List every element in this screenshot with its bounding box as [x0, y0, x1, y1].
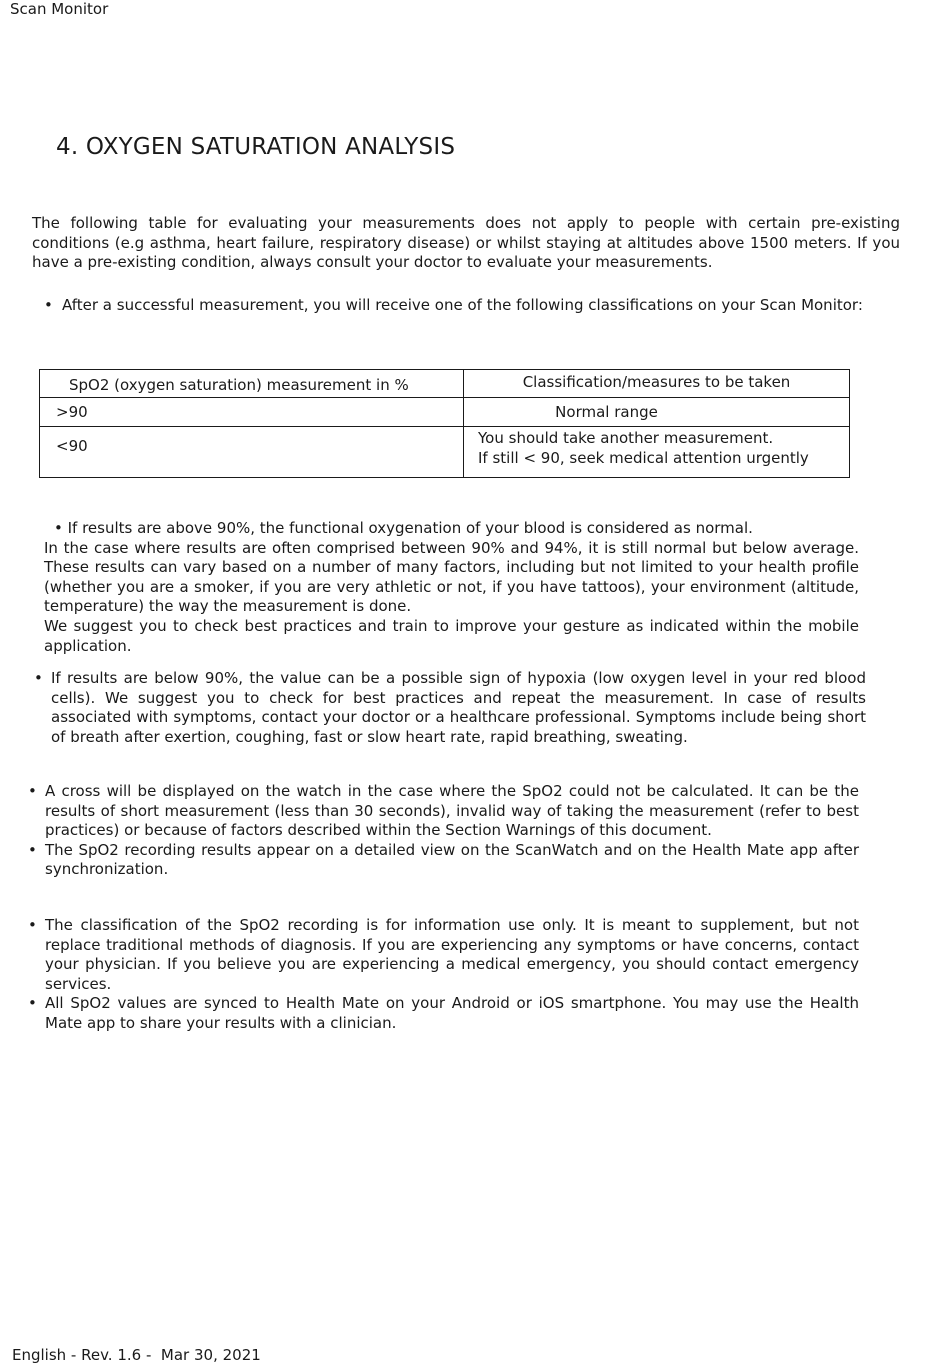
classification-intro-bullet [44, 296, 934, 316]
below-90-note [34, 669, 866, 747]
bullet-icon: • [28, 994, 37, 1013]
list-item-text: The SpO2 recording results appear on a detailed view on the ScanWatch and on the Health Mate app after synchronization. [45, 840, 859, 879]
table-header-row [40, 370, 850, 398]
list-item-text: The classification of the SpO2 recording is for information use only. It is meant to supplement, but not replace traditional methods of diagnosis. If you are experiencing any symptoms or have concerns, contact your physician. If you believe you are experiencing a medical emergency, you should contact emergency services. [45, 916, 859, 993]
table-row [40, 398, 850, 427]
intro-paragraph: The following table for evaluating your measurements does not apply to people with certain pre-existing conditions (e.g asthma, heart failure, respiratory disease) or whilst staying at altitudes above 1500 meters. If you have a pre-existing condition, always consult your doctor to evaluate your measurements. [32, 214, 900, 272]
table-cell-value: <90 [40, 427, 464, 478]
below-90-text: If results are below 90%, the value can be a possible sign of hypoxia (low oxygen level in your red blood cells). We suggest you to check for best practices and repeat the measurement. In case of results associated with symptoms, contact your doctor or a healthcare professional. Symptoms include being short of breath after exertion, coughing, fast or slow heart rate, rapid breathing, sweating. [51, 669, 866, 746]
list-item-text: All SpO2 values are synced to Health Mate on your Android or iOS smartphone. You may use the Health Mate app to share your results with a clinician. [45, 994, 859, 1032]
list-item [28, 994, 859, 1033]
table-header-classification: Classification/measures to be taken [464, 370, 850, 398]
list-item [28, 782, 859, 841]
classification-intro-text: After a successful measurement, you will receive one of the following classifications on your Scan Monitor: [62, 296, 863, 314]
bullet-icon: • [44, 296, 53, 314]
table-cell-classification: Normal range [464, 398, 850, 427]
spo2-classification-table [39, 369, 850, 478]
bullet-icon: • [28, 916, 37, 934]
page-footer: English - Rev. 1.6 - Mar 30, 2021 [12, 1346, 261, 1364]
above-90-suggestion: We suggest you to check best practices and train to improve your gesture as indicated within the mobile application. [44, 616, 859, 655]
measurement-notes-list [28, 782, 859, 880]
disclaimer-list [28, 916, 859, 1034]
table-cell-value: >90 [40, 398, 464, 427]
above-90-body: In the case where results are often comprised between 90% and 94%, it is still normal but below average. These results can vary based on a number of many factors, including but not limited to your health profile (whether you are a smoker, if you are very athletic or not, if you have tattoos), your environment (altitude, temperature) the way the measurement is done. [44, 538, 859, 616]
list-item-text: A cross will be displayed on the watch in the case where the SpO2 could not be calculated. It can be the results of short measurement (less than 30 seconds), invalid way of taking the measurement (refer to best practices) or because of factors described within the Section Warnings of this document. [45, 782, 859, 840]
list-item [28, 916, 859, 994]
table-row [40, 427, 850, 478]
classification-line: If still < 90, seek medical attention urgently [478, 448, 809, 467]
above-90-note [44, 519, 859, 656]
list-item [28, 841, 859, 880]
bullet-icon: • [28, 840, 37, 859]
section-title: 4. OXYGEN SATURATION ANALYSIS [56, 134, 456, 160]
running-header: Scan Monitor [10, 0, 109, 18]
above-90-bullet-line: • If results are above 90%, the functional oxygenation of your blood is considered as normal. [54, 519, 753, 537]
bullet-icon: • [28, 782, 37, 800]
table-header-measurement: SpO2 (oxygen saturation) measurement in % [40, 370, 464, 398]
table-cell-classification [464, 427, 850, 478]
bullet-icon: • [34, 669, 43, 687]
classification-line: You should take another measurement. [478, 429, 774, 447]
